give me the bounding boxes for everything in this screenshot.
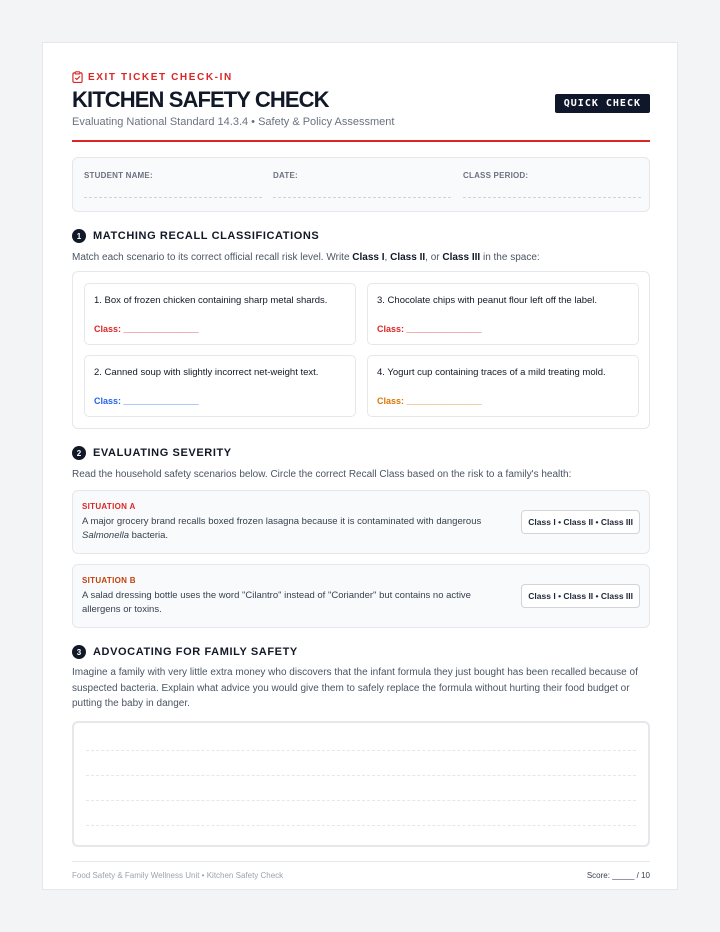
instr-sep: , [384, 252, 391, 263]
section-2-instructions: Read the household safety scenarios below. Circle the correct Recall Class based on the risk to a family's health: [72, 469, 572, 480]
score-field: Score: _____ / 10 [586, 871, 650, 880]
date-line[interactable] [273, 197, 451, 198]
matching-grid [72, 271, 650, 429]
section-3-heading [72, 645, 298, 659]
written-response-area[interactable] [72, 721, 650, 847]
matching-item-text: 1. Box of frozen chicken containing sharp metal shards. [94, 295, 328, 306]
class-ii-term: Class II [390, 252, 426, 263]
situation-text [82, 589, 502, 617]
situation-b-card [72, 564, 650, 628]
matching-answer-blank[interactable]: Class: _______________ [377, 324, 482, 334]
instr-sep: , or [425, 252, 443, 263]
section-1-instructions [72, 250, 650, 266]
header-divider [72, 140, 650, 142]
section-1-title: MATCHING RECALL CLASSIFICATIONS [93, 230, 320, 242]
matching-item-text: 4. Yogurt cup containing traces of a mild treating mold. [377, 367, 606, 378]
section-3-title: ADVOCATING FOR FAMILY SAFETY [93, 646, 298, 658]
student-name-line[interactable] [84, 197, 262, 198]
matching-item-text: 3. Chocolate chips with peanut flour left off the label. [377, 295, 598, 306]
matching-answer-blank[interactable]: Class: _______________ [94, 396, 199, 406]
footer-unit: Food Safety & Family Wellness Unit • Kitchen Safety Check [72, 871, 284, 880]
page-title: KITCHEN SAFETY CHECK [72, 87, 329, 112]
situation-a-card [72, 490, 650, 554]
student-info-box [72, 157, 650, 212]
student-name-field[interactable] [84, 171, 262, 198]
matching-item-4 [367, 355, 639, 417]
section-1-heading [72, 229, 319, 243]
section-2-heading [72, 446, 232, 460]
matching-item-2 [84, 355, 356, 417]
situation-tag: SITUATION A [82, 502, 136, 511]
situation-text [82, 515, 502, 543]
clipboard-check-icon [72, 71, 83, 83]
footer-divider [72, 861, 650, 862]
situation-text-part: bacteria. [129, 530, 169, 541]
section-3-number: 3 [72, 645, 86, 659]
class-period-label: CLASS PERIOD: [463, 171, 529, 180]
date-field[interactable] [273, 171, 451, 198]
situation-text-part: A salad dressing bottle uses the word "Cilantro" instead of "Coriander" but contains no active allergens or toxins. [82, 590, 471, 615]
eyebrow [72, 71, 233, 83]
class-choice-options[interactable]: Class I • Class II • Class III [521, 510, 640, 534]
situation-tag: SITUATION B [82, 576, 136, 585]
matching-answer-blank[interactable]: Class: _______________ [94, 324, 199, 334]
matching-answer-blank[interactable]: Class: _______________ [377, 396, 482, 406]
section-3-prompt: Imagine a family with very little extra money who discovers that the infant formula they just bought has been recalled because of suspected bacteria. Explain what advice you would give them to safely replace the formula without hurting their food budget or putting the baby in danger. [72, 667, 638, 709]
section-2-number: 2 [72, 446, 86, 460]
student-name-label: STUDENT NAME: [84, 171, 153, 180]
section-2-title: EVALUATING SEVERITY [93, 447, 232, 459]
situation-text-part: A major grocery brand recalls boxed frozen lasagna because it is contaminated with dangerous [82, 516, 482, 527]
matching-item-1 [84, 283, 356, 345]
quick-check-badge: QUICK CHECK [555, 94, 650, 113]
page-subtitle: Evaluating National Standard 14.3.4 • Safety & Policy Assessment [72, 116, 395, 128]
answer-line [86, 800, 636, 801]
answer-line [86, 775, 636, 776]
class-period-line[interactable] [463, 197, 641, 198]
matching-item-text: 2. Canned soup with slightly incorrect net-weight text. [94, 367, 319, 378]
instr-text: in the space: [480, 252, 540, 263]
answer-line [86, 825, 636, 826]
section-1-number: 1 [72, 229, 86, 243]
class-i-term: Class I [352, 252, 385, 263]
matching-item-3 [367, 283, 639, 345]
instr-text: Match each scenario to its correct official recall risk level. Write [72, 252, 353, 263]
class-choice-options[interactable]: Class I • Class II • Class III [521, 584, 640, 608]
class-period-field[interactable] [463, 171, 641, 198]
class-iii-term: Class III [442, 252, 481, 263]
worksheet-page [42, 42, 678, 890]
answer-line [86, 750, 636, 751]
date-label: DATE: [273, 171, 298, 180]
situation-text-italic: Salmonella [82, 530, 129, 541]
eyebrow-label: EXIT TICKET CHECK-IN [88, 71, 233, 83]
